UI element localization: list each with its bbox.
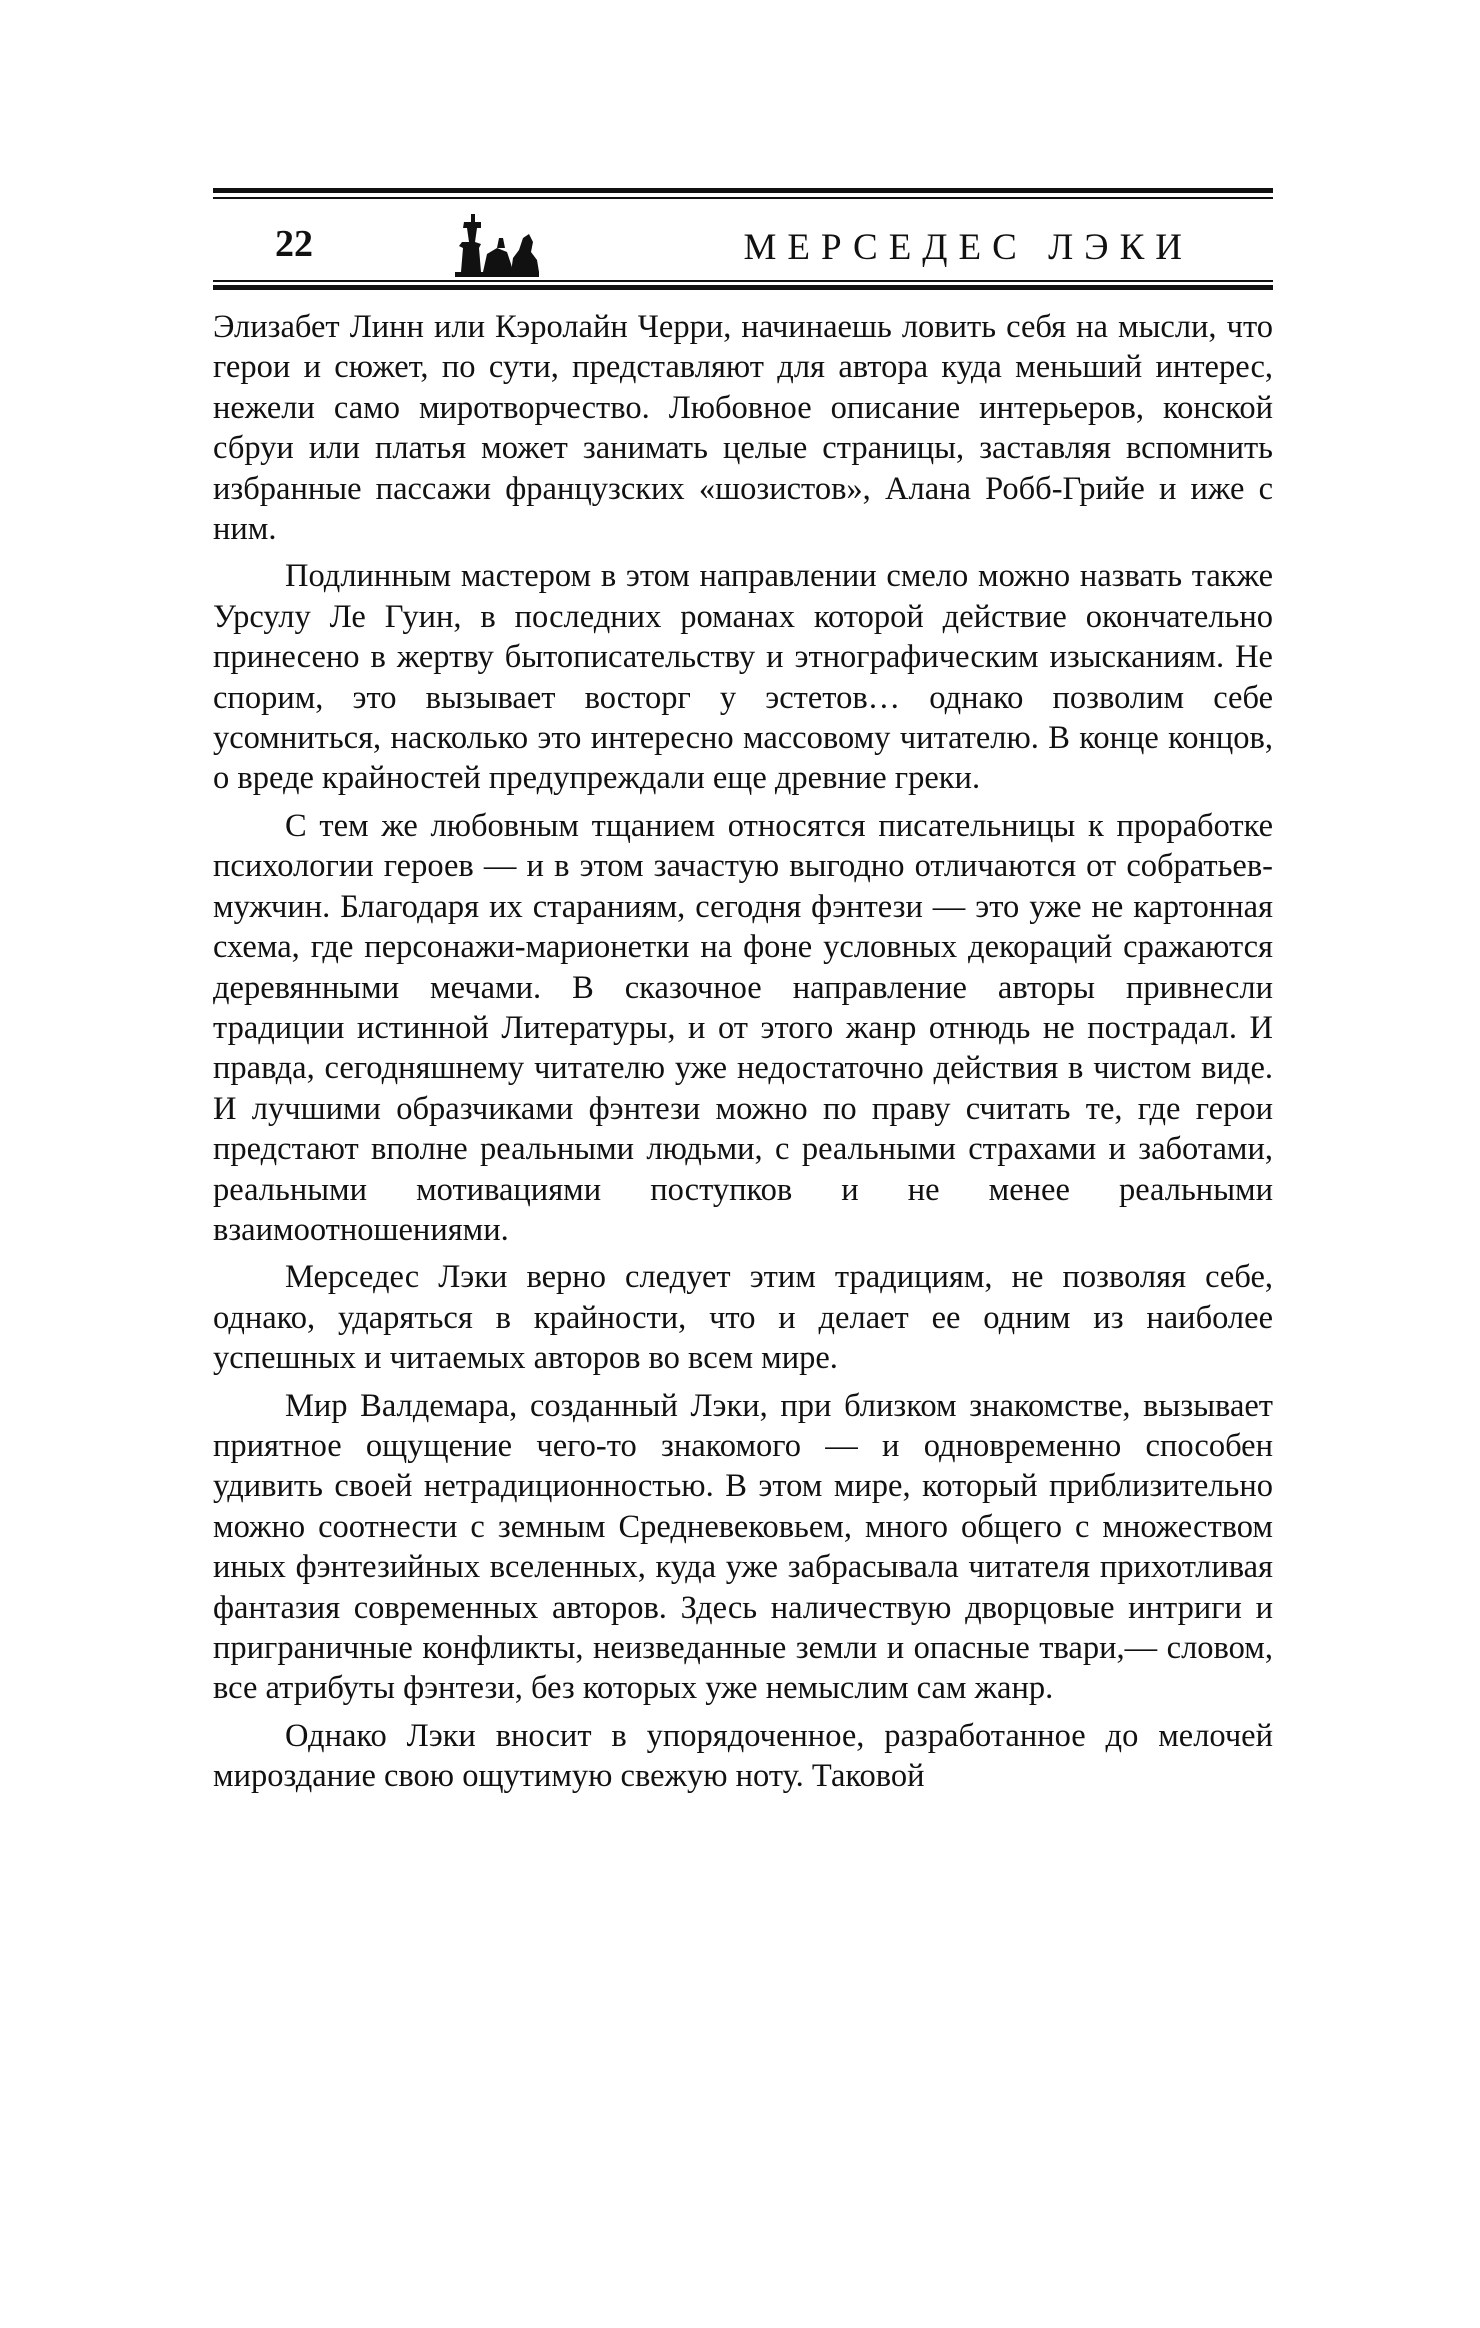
page-header: [213, 188, 1273, 288]
header-rule-bottom: [213, 285, 1273, 290]
page-number: 22: [275, 223, 313, 265]
paragraph: Элизабет Линн или Кэролайн Черри, начинаешь ловить себя на мысли, что герои и сюжет, по сути, представляют для автора куда меньший интерес, нежели само миротворчество. Любовное описание интерьеров, конской сбруи или платья может занимать целые страницы, заставляя вспомнить избранные пассажи французских «шозистов», Алана Робб-Грийе и иже с ним.: [213, 309, 1273, 548]
paragraph: Подлинным мастером в этом направлении смело можно назвать также Урсулу Ле Гуин, в последних романах которой действие окончательно принесено в жертву бытописательству и этнографическим изысканиям. Не спорим, это вызывает восторг у эстетов… однако позволим себе усомниться, насколько это интересно массовому читателю. В конце концов, о вреде крайностей предупреждали еще древние греки.: [213, 558, 1273, 797]
paragraph: Мерседес Лэки верно следует этим традициям, не позволяя себе, однако, ударяться в крайности, что и делает ее одним из наиболее успешных и читаемых авторов во всем мире.: [213, 1259, 1273, 1377]
paragraph: Однако Лэки вносит в упорядоченное, разработанное до мелочей мироздание свою ощутимую свежую ноту. Таковой: [213, 1717, 1273, 1795]
header-rule-top: [213, 188, 1273, 193]
paragraph: С тем же любовным тщанием относятся писательницы к проработке психологии героев — и в этом зачастую выгодно отличаются от собратьев-мужчин. Благодаря их стараниям, сегодня фэнтези — это уже не картонная схема, где персонажи-марионетки на фоне условных декораций сражаются деревянными мечами. В сказочное направление авторы привнесли традиции истинной Литературы, и от этого жанр отнюдь не пострадал. И правда, сегодняшнему читателю уже недостаточно действия в чистом виде. И лучшими образчиками фэнтези можно по праву считать те, где герои предстают вполне реальными людьми, с реальными страхами и заботами, реальными мотивациями поступков и не менее реальными взаимоотношениями.: [213, 807, 1273, 1248]
header-rule-bottom-thin: [213, 280, 1273, 282]
paragraph: Мир Валдемара, созданный Лэки, при близком знакомстве, вызывает приятное ощущение чего-то знакомого — и одновременно способен удивить своей нетрадиционностью. В этом мире, который приблизительно можно соотнести с земным Средневековьем, много общего с множеством иных фэнтезийных вселенных, куда уже забрасывала читателя прихотливая фантазия современных авторов. Здесь наличествую дворцовые интриги и приграничные конфликты, неизведанные земли и опасные твари,— словом, все атрибуты фэнтези, без которых уже немыслим сам жанр.: [213, 1387, 1273, 1707]
body-text: [213, 307, 1273, 1804]
knight-chess-emblem-icon: [453, 208, 545, 278]
header-rule-top-thin: [213, 197, 1273, 199]
running-title: МЕРСЕДЕС ЛЭКИ: [743, 227, 1193, 268]
